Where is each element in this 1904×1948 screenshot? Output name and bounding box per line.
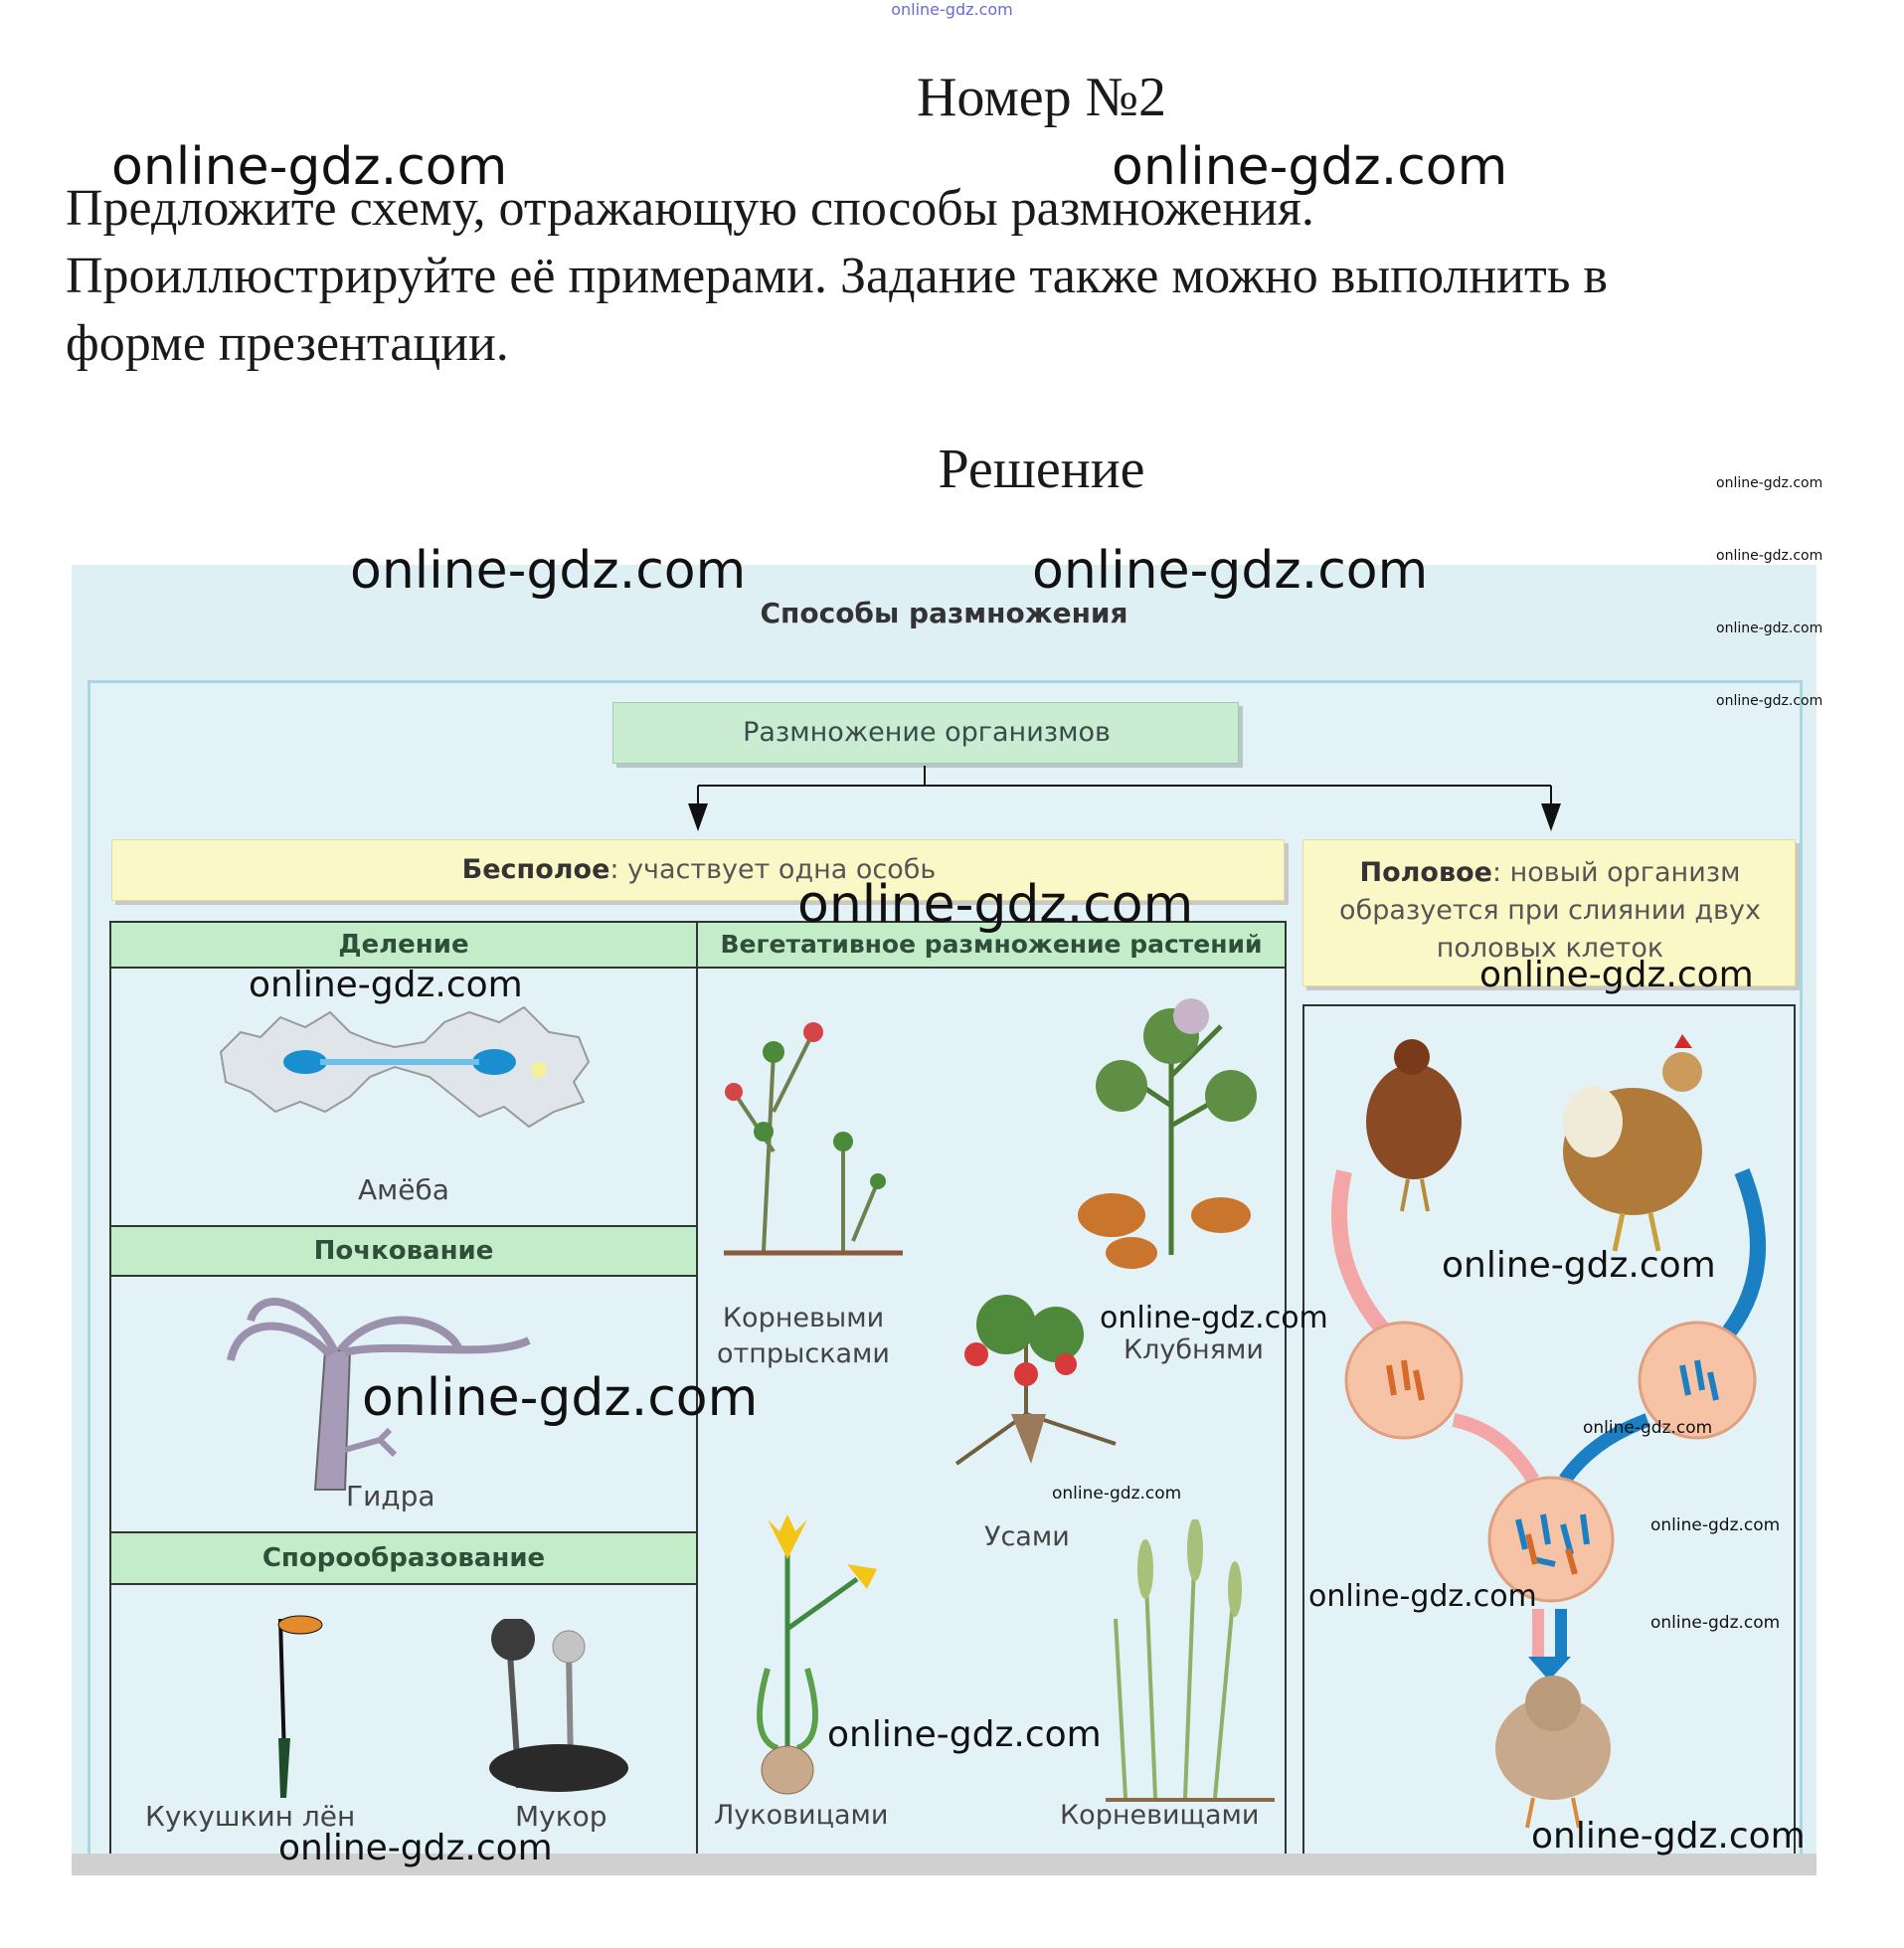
rhizomes-label: Корневищами <box>1060 1800 1260 1831</box>
tubers-illustration <box>1072 986 1281 1285</box>
watermark: online-gdz.com <box>827 1714 1102 1755</box>
tubers-label: Клубнями <box>1124 1334 1264 1365</box>
budding-header: Почкование <box>109 1225 698 1277</box>
reproduction-diagram <box>72 565 1817 1875</box>
task-line-1: Предложите схему, отражающую способы размножения. <box>66 180 1314 237</box>
root-connector <box>72 565 1817 863</box>
watermark: online-gdz.com <box>1442 1245 1716 1286</box>
watermark: online-gdz.com <box>1650 1515 1781 1535</box>
amoeba-label: Амёба <box>358 1173 449 1206</box>
division-header: Деление <box>109 921 698 969</box>
runners-illustration <box>917 1265 1145 1494</box>
task-line-2: Проиллюстрируйте её примерами. Задание также можно выполнить в <box>66 248 1608 304</box>
watermark: online-gdz.com <box>362 1368 759 1428</box>
spores-header: Спорообразование <box>109 1531 698 1585</box>
task-line-3: форме презентации. <box>66 315 509 372</box>
root-suckers-illustration <box>704 992 923 1271</box>
bulbs-label: Луковицами <box>714 1800 889 1831</box>
mucor-label: Мукор <box>515 1800 607 1833</box>
watermark: online-gdz.com <box>278 1828 553 1868</box>
watermark: online-gdz.com <box>249 965 523 1005</box>
watermark: online-gdz.com <box>1650 1613 1781 1633</box>
vegetative-header: Вегетативное размножение растений <box>696 921 1287 969</box>
root-suckers-label: Корневыми отпрысками <box>717 1303 890 1369</box>
asexual-bold: Бесполое <box>461 854 610 885</box>
watermark: online-gdz.com <box>1308 1579 1537 1614</box>
moss-label: Кукушкин лён <box>145 1800 356 1833</box>
watermark: online-gdz.com <box>1531 1816 1806 1857</box>
runners-label: Усами <box>984 1521 1070 1552</box>
watermark: online-gdz.com <box>1479 955 1754 995</box>
mucor-illustration <box>489 1619 628 1798</box>
sexual-reproduction-illustration <box>1304 1012 1794 1858</box>
watermark: online-gdz.com <box>1112 137 1508 197</box>
watermark: online-gdz.com <box>1100 1301 1328 1335</box>
amoeba-illustration <box>211 992 599 1132</box>
watermark: online-gdz.com <box>797 875 1194 935</box>
watermark: online-gdz.com <box>1032 541 1429 601</box>
root-label: Размножение организмов <box>743 717 1111 748</box>
hydra-label: Гидра <box>346 1480 435 1512</box>
watermark: online-gdz.com <box>350 541 747 601</box>
watermark: online-gdz.com <box>1716 548 1823 564</box>
page-title: Номер №2 <box>916 67 1167 128</box>
sexual-label <box>1323 854 1777 968</box>
solution-heading: Решение <box>938 439 1145 500</box>
watermark: online-gdz.com <box>1716 475 1823 491</box>
asexual-text: : участвует одна особь <box>609 854 937 885</box>
diagram-caption: Способы размножения <box>760 597 1128 629</box>
rhizomes-illustration <box>1096 1519 1285 1808</box>
watermark: online-gdz.com <box>1716 620 1823 636</box>
sexual-text: : новый организм образуется при слиянии двух половых клеток <box>1339 857 1761 964</box>
watermark: online-gdz.com <box>1716 693 1823 709</box>
watermark: online-gdz.com <box>111 137 508 197</box>
watermark: online-gdz.com <box>1052 1484 1182 1504</box>
sexual-bold: Половое <box>1359 857 1492 888</box>
bulbs-illustration <box>708 1509 897 1808</box>
moss-illustration <box>211 1609 330 1798</box>
top-watermark: online-gdz.com <box>891 0 1013 19</box>
watermark: online-gdz.com <box>1583 1418 1713 1438</box>
